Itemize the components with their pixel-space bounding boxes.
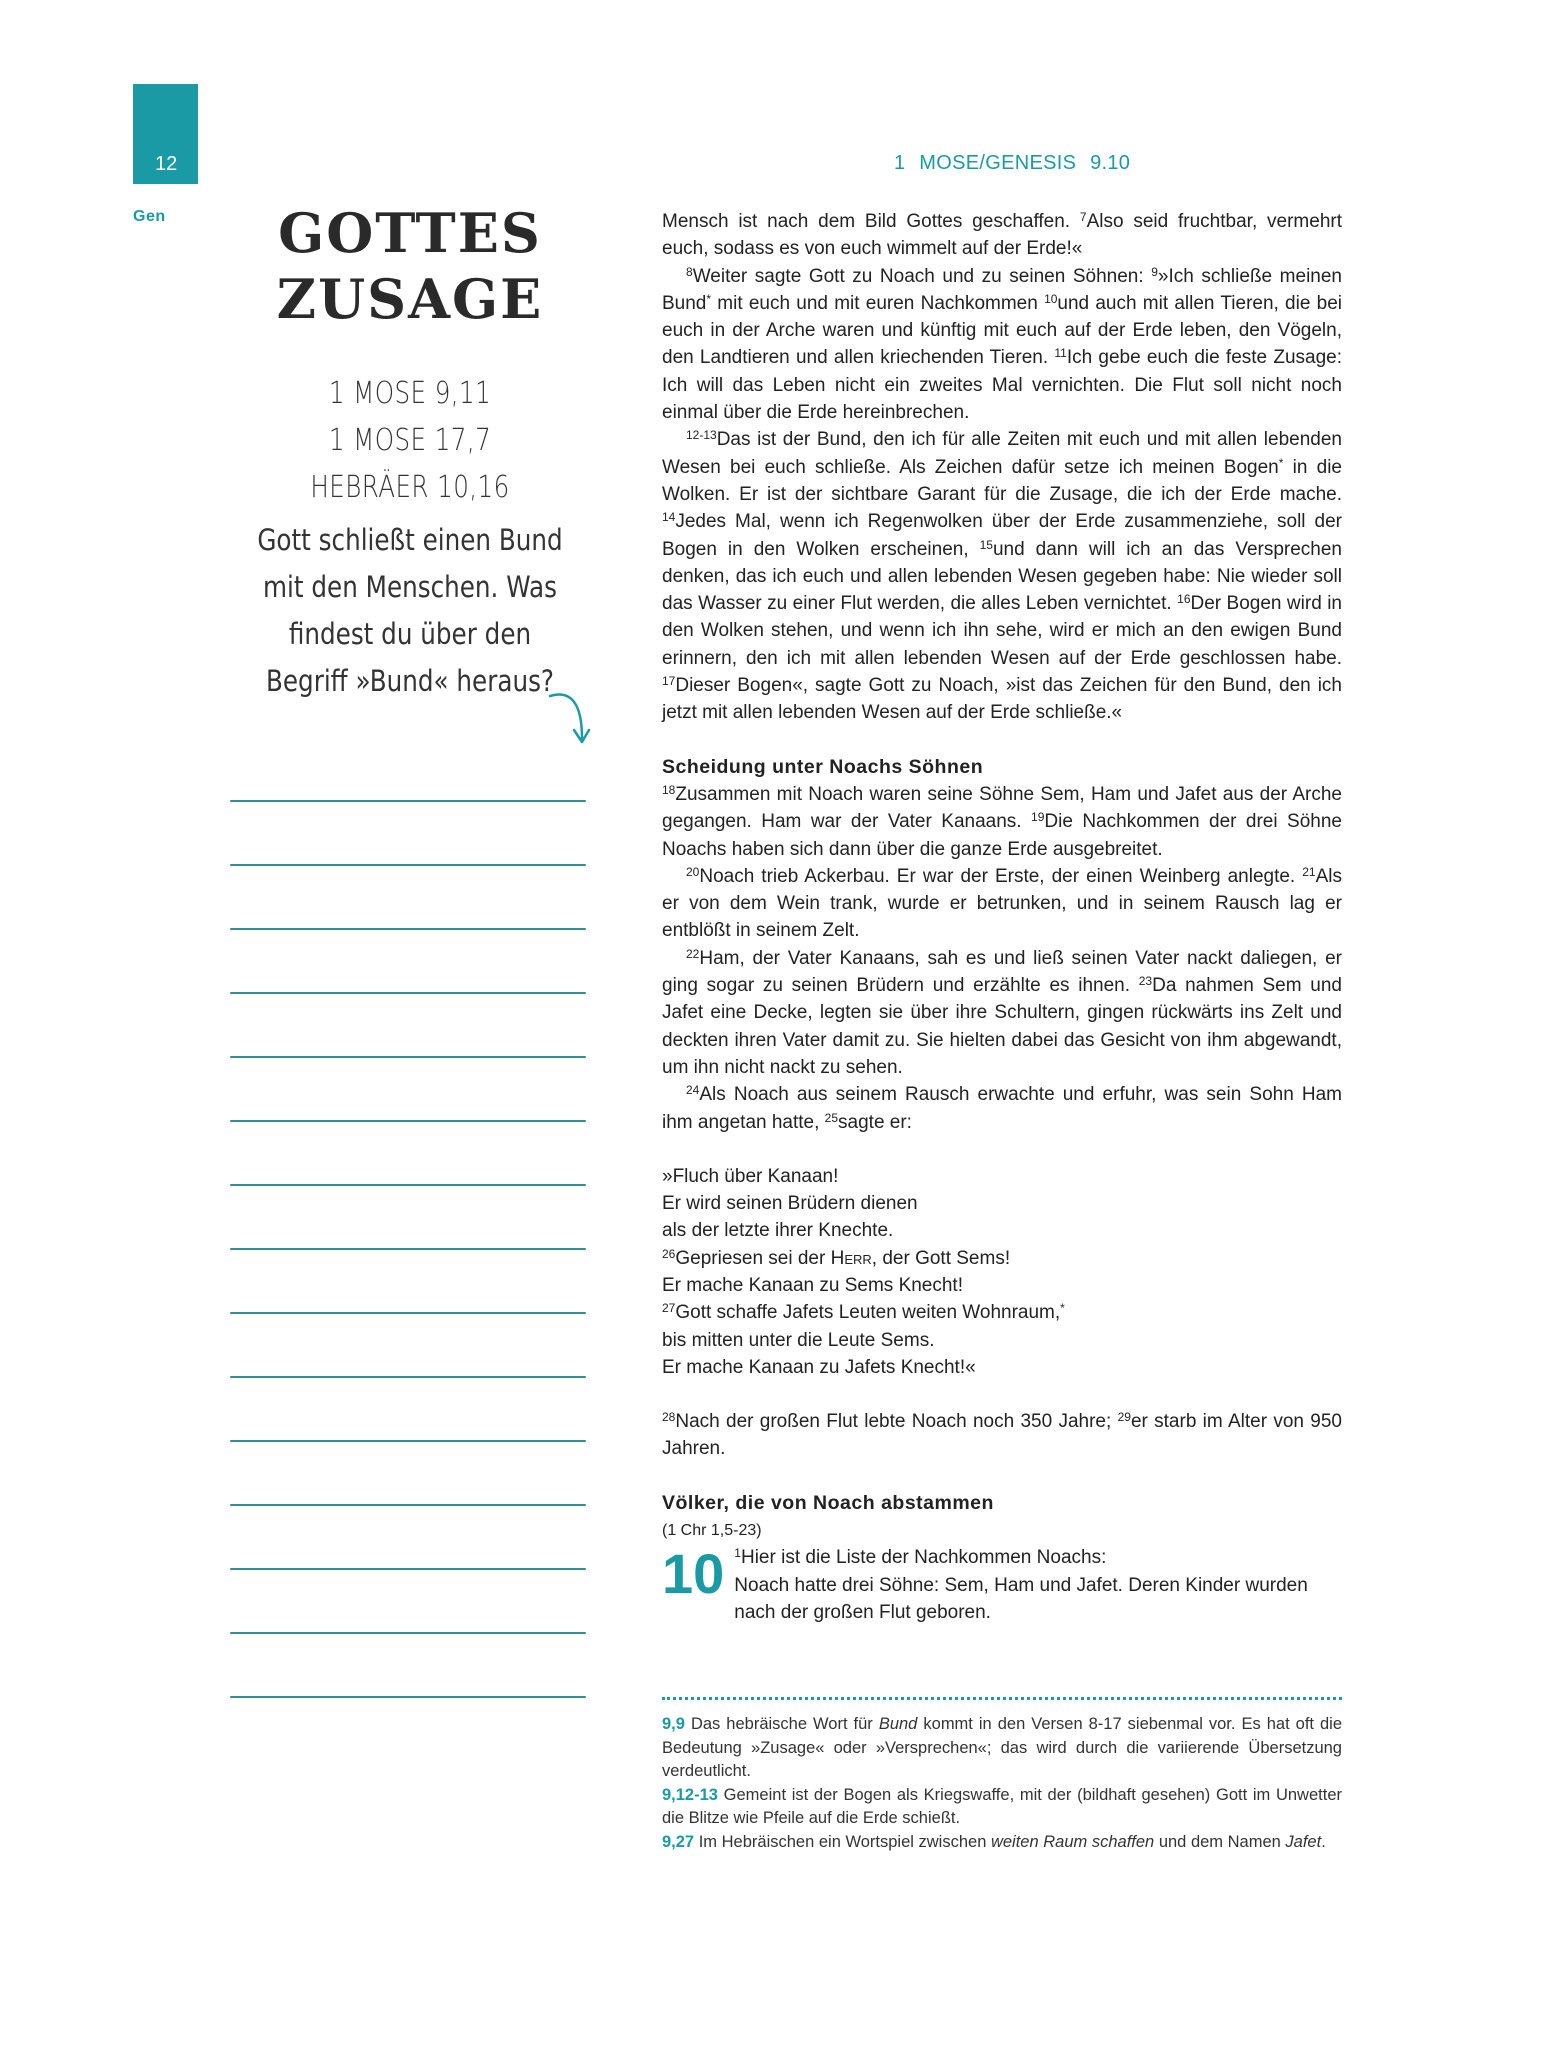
verse-number: 24: [686, 1083, 700, 1098]
running-header: 1 MOSE/GENESIS 9.10: [894, 152, 1131, 174]
verse-text: Noach trieb Ackerbau. Er war der Erste, der einen Weinberg anlegte.: [699, 865, 1296, 887]
paragraph: [662, 1408, 1342, 1463]
poem: [662, 1163, 1342, 1381]
callout-ref: 1 MOSE 17,7: [328, 423, 492, 458]
callout-prompt: [257, 517, 563, 705]
callout-references: [262, 370, 557, 511]
verse-number: 21: [1302, 864, 1316, 879]
footnote-text: Im Hebräischen ein Wortspiel zwischen: [698, 1832, 987, 1851]
writing-line[interactable]: [230, 1376, 586, 1378]
section-heading: Völker, die von Noach abstammen: [662, 1491, 994, 1514]
verse-number: 12-13: [686, 428, 717, 443]
verse-text: mit euch und mit euren Nachkommen: [717, 292, 1038, 314]
footnote-divider: [662, 1697, 1342, 1700]
verse-number: 19: [1031, 810, 1045, 825]
poem-line: [662, 1245, 1342, 1272]
verse-text: in die Wolken. Er ist der sichtbare Garant für die Zusage, die ich der Erde mache.: [662, 456, 1342, 505]
verse-text: Also seid fruchtbar, vermehrt euch, sodass es von euch wimmelt auf der Erde!«: [662, 211, 1342, 260]
verse-text: Mensch ist nach dem Bild Gottes geschaffen.: [662, 211, 1071, 232]
writing-line[interactable]: [230, 1632, 586, 1634]
writing-line[interactable]: [230, 992, 586, 994]
chapter-start: [662, 1544, 1342, 1626]
paragraph: [662, 426, 1342, 726]
poem-line: Er mache Kanaan zu Sems Knecht!: [662, 1274, 963, 1296]
callout-ref: 1 MOSE 9,11: [328, 376, 492, 411]
parallel-reference: (1 Chr 1,5-23): [662, 1522, 762, 1540]
verse-text: Gott schaffe Jafets Leuten weiten Wohnraum,: [675, 1302, 1061, 1324]
verse-text: und dann will ich an das Versprechen denken, das ich euch und allen lebenden Wesen gegeben habe: Nie wieder soll das Wasser zu einer Flut werden, die alles Leben vernichtet.: [662, 538, 1342, 615]
callout-title-line1: GOTTES: [278, 201, 542, 265]
verse-text: Als er von dem Wein trank, wurde er betrunken, und in seinem Rausch lag er entblößt in seinem Zelt.: [662, 865, 1343, 942]
prompt-line: mit den Menschen. Was: [263, 570, 557, 604]
writing-line[interactable]: [230, 1184, 586, 1186]
divine-name: Herr: [830, 1247, 872, 1269]
verse-number: 18: [662, 782, 676, 797]
poem-line: als der letzte ihrer Knechte.: [662, 1220, 894, 1242]
callout-title-line2: ZUSAGE: [276, 267, 544, 331]
verse-text: »Ich schließe meinen Bund: [662, 265, 1342, 314]
verse-number: 16: [1177, 592, 1191, 607]
prompt-line: Begriff »Bund« heraus?: [265, 664, 555, 698]
verse-number: 7: [1079, 210, 1087, 224]
verse-number: 8: [686, 264, 693, 279]
poem-line: [662, 1299, 1342, 1326]
writing-line[interactable]: [230, 1440, 586, 1442]
footnote-ref: 9,27: [662, 1832, 695, 1851]
verse-text: Jedes Mal, wenn ich Regenwolken über der Erde zusammenziehe, soll der Bogen in den Wolken erscheinen,: [662, 511, 1342, 560]
verse-number: 22: [686, 946, 700, 961]
writing-line[interactable]: [230, 1248, 586, 1250]
verse-number: 28: [662, 1410, 676, 1425]
verse-text: Nach der großen Flut lebte Noach noch 350 Jahre;: [675, 1411, 1112, 1433]
page-number-tab: [133, 84, 198, 184]
verse-text: Ich gebe euch die feste Zusage: Ich will das Leben nicht ein zweites Mal vernichten. Die Flut soll nicht noch einmal über die Erde hereinbrechen.: [662, 347, 1342, 424]
writing-line[interactable]: [230, 1056, 586, 1058]
writing-line[interactable]: [230, 1120, 586, 1122]
paragraph: [662, 263, 1342, 427]
footnote-text: .: [1321, 1832, 1326, 1851]
sidebar-callout: [230, 200, 590, 705]
prompt-line: findest du über den: [288, 617, 532, 651]
footnote-marker[interactable]: *: [1060, 1301, 1065, 1316]
chapter-number: 10: [662, 1542, 725, 1606]
footnote-text: Gemeint ist der Bogen als Kriegswaffe, mit der (bildhaft gesehen) Gott im Unwetter die Blitze wie Pfeile auf die Erde schießt.: [662, 1785, 1342, 1827]
verse-number: 1: [734, 1546, 741, 1561]
verse-text: Ham, der Vater Kanaans, sah es und ließ seinen Vater nackt daliegen, er ging sogar zu seinen Brüdern und erzählte es ihnen.: [662, 947, 1342, 997]
verse-text: , der Gott Sems!: [871, 1247, 1011, 1269]
verse-number: 15: [979, 537, 993, 552]
paragraph: [662, 945, 1342, 1081]
verse-text: Gepriesen sei der: [675, 1247, 826, 1269]
callout-ref: HEBRÄER 10,16: [310, 470, 510, 505]
poem-line: Er mache Kanaan zu Jafets Knecht!«: [662, 1356, 976, 1378]
prompt-line: Gott schließt einen Bund: [257, 523, 563, 557]
verse-number: 27: [662, 1301, 676, 1316]
poem-line: »Fluch über Kanaan!: [662, 1165, 839, 1187]
footnote-emphasis: Jafet: [1285, 1832, 1322, 1851]
section-heading: Scheidung unter Noachs Söhnen: [662, 755, 984, 778]
verse-text: sagte er:: [838, 1111, 912, 1133]
paragraph: [662, 1544, 1342, 1626]
footnote-emphasis: weiten Raum schaffen: [990, 1832, 1155, 1851]
paragraph: [662, 863, 1342, 945]
verse-text: Als Noach aus seinem Rausch erwachte und erfuhr, was sein Sohn Ham ihm angetan hatte,: [662, 1084, 1342, 1133]
page-number: 12: [155, 153, 178, 175]
footnote-ref: 9,12-13: [662, 1785, 718, 1804]
verse-number: 25: [824, 1110, 839, 1125]
footnote-ref: 9,9: [662, 1715, 685, 1733]
footnote-text: und dem Namen: [1158, 1832, 1281, 1851]
writing-line[interactable]: [230, 1312, 586, 1314]
footnote-marker[interactable]: *: [1278, 455, 1284, 470]
verse-number: 20: [686, 864, 700, 879]
footnote-emphasis: Bund: [878, 1715, 918, 1733]
footnotes: [662, 1713, 1342, 1854]
verse-number: 10: [1044, 291, 1058, 306]
writing-line[interactable]: [230, 864, 586, 866]
book-tab-label: Gen: [133, 208, 166, 225]
verse-number: 17: [662, 674, 676, 689]
verse-number: 29: [1117, 1410, 1131, 1425]
writing-line[interactable]: [230, 1696, 586, 1698]
paragraph: [662, 781, 1342, 863]
writing-line[interactable]: [230, 1568, 586, 1570]
verse-text: Dieser Bogen«, sagte Gott zu Noach, »ist das Zeichen für den Bund, den ich jetzt mit allen lebenden Wesen auf der Erde schließe.«: [662, 675, 1342, 724]
writing-line[interactable]: [230, 800, 586, 802]
verse-text: Der Bogen wird in den Wolken stehen, und wenn ich ihn sehe, wird er mich an den ewigen Bund erinnern, den ich mit allen lebenden Wesen auf der Erde geschlossen habe.: [662, 593, 1342, 669]
verse-number: 9: [1151, 264, 1158, 279]
bible-text: [662, 208, 1342, 1626]
verse-text: Hier ist die Liste der Nachkommen Noachs:: [740, 1547, 1107, 1569]
callout-title: [230, 200, 590, 332]
verse-number: 26: [662, 1246, 676, 1261]
paragraph: [662, 208, 1342, 263]
footnote-text: kommt in den Versen 8-17 siebenmal vor. Es hat oft die Bedeutung »Zusage« oder »Versprechen«; das wird durch die variierende Übersetzung verdeutlicht.: [662, 1715, 1343, 1780]
verse-number: 11: [1054, 346, 1067, 361]
poem-line: bis mitten unter die Leute Sems.: [662, 1329, 935, 1351]
verse-number: 23: [1138, 974, 1153, 989]
paragraph: [662, 1081, 1342, 1136]
writing-line[interactable]: [230, 928, 586, 930]
verse-text: Die Nachkommen der drei Söhne Noachs haben sich dann über die ganze Erde ausgebreitet.: [662, 811, 1342, 860]
curved-arrow-down-icon: [548, 688, 594, 752]
footnote: [662, 1784, 1342, 1831]
poem-line: Er wird seinen Brüdern dienen: [662, 1193, 918, 1215]
footnote: [662, 1831, 1342, 1855]
footnote-text: Das hebräische Wort für: [690, 1715, 873, 1733]
verse-text: Das ist der Bund, den ich für alle Zeiten mit euch und mit allen lebenden Wesen bei euch schließe. Als Zeichen dafür setze ich meinen Bogen: [662, 429, 1342, 478]
verse-text: Zusammen mit Noach waren seine Söhne Sem, Ham und Jafet aus der Arche gegangen. Ham war der Vater Kanaans.: [662, 783, 1342, 833]
writing-lines: [230, 800, 586, 1760]
writing-line[interactable]: [230, 1504, 586, 1506]
verse-number: 14: [662, 510, 676, 525]
verse-text: Noach hatte drei Söhne: Sem, Ham und Jafet. Deren Kinder wurden nach der großen Flut geboren.: [734, 1574, 1308, 1623]
verse-text: und auch mit allen Tieren, die bei euch in der Arche waren und künftig mit euch auf der Erde leben, den Vögeln, den Landtieren und allen kriechenden Tieren.: [662, 292, 1342, 369]
verse-text: Da nahmen Sem und Jafet eine Decke, legten sie über ihre Schultern, gingen rückwärts ins Zelt und deckten ihren Vater damit zu. Sie hielten dabei das Gesicht von ihm abgewandt, um ihn nicht nackt zu sehen.: [662, 975, 1342, 1078]
verse-text: er starb im Alter von 950 Jahren.: [662, 1411, 1342, 1460]
footnote-marker[interactable]: *: [706, 291, 712, 306]
footnote: [662, 1713, 1342, 1784]
verse-text: Weiter sagte Gott zu Noach und zu seinen Söhnen:: [692, 265, 1144, 287]
